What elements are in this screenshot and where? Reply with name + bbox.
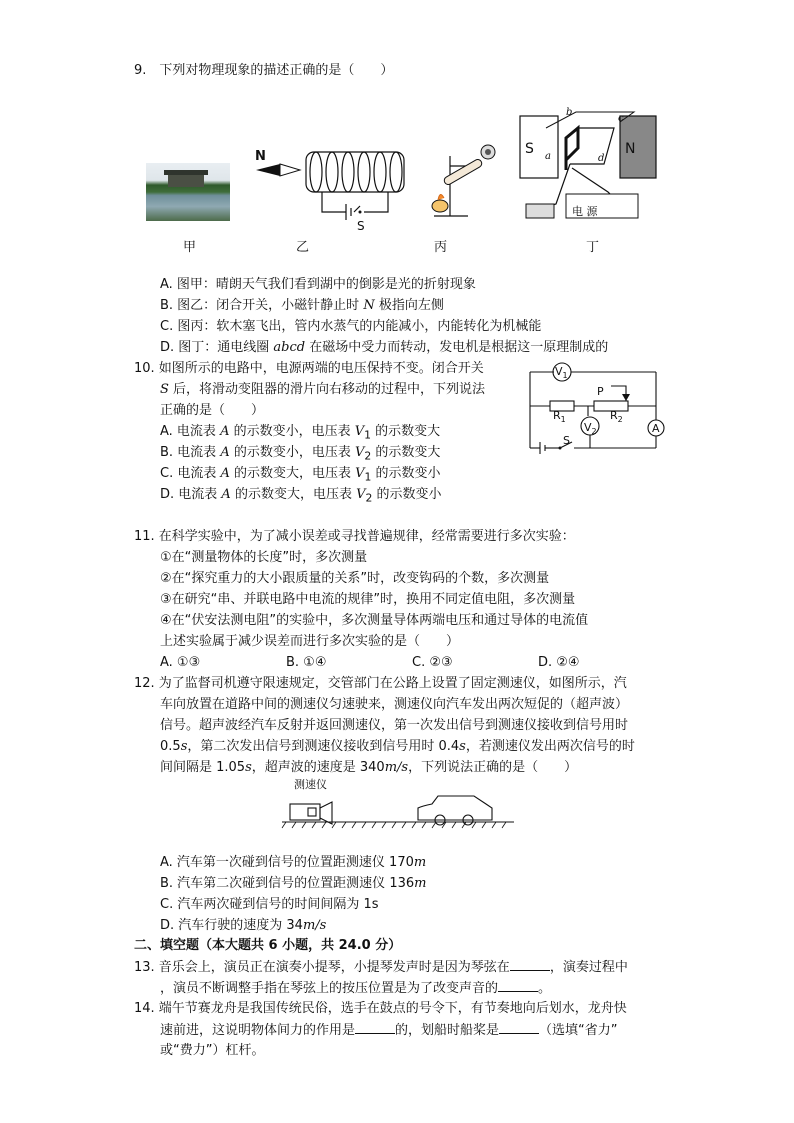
circuit-r2-label: $R_2$: [610, 409, 623, 425]
q9-stem: 9. 下列对物理现象的描述正确的是（ ）: [134, 63, 394, 78]
q12-option-b: B. 汽车第二次碰到信号的位置距测速仪 136m: [160, 876, 427, 891]
q10-option-b: B. 电流表 A 的示数变小，电压表 $V_2$ 的示数变大: [160, 445, 441, 463]
circuit-v1-label: $V_1$: [555, 365, 568, 381]
fig-ding-caption: 丁: [586, 240, 600, 255]
q14-blank-2[interactable]: [499, 1021, 539, 1034]
q11-item-1: ①在“测量物体的长度”时，多次测量: [160, 550, 368, 565]
q13-blank-1[interactable]: [510, 958, 550, 971]
q12-speed-diagram: [282, 790, 518, 832]
circuit-ammeter-label: A: [652, 422, 660, 435]
fig-bing-testtube: [420, 136, 500, 226]
q10-option-c: C. 电流表 A 的示数变大，电压表 $V_1$ 的示数变小: [160, 466, 441, 484]
q13-blank-2[interactable]: [498, 979, 538, 992]
fig-jia-photo: [146, 163, 230, 221]
q10-line2: S 后，将滑动变阻器的滑片向右移动的过程中，下列说法: [160, 382, 486, 397]
fig-ding-d: d: [598, 153, 605, 164]
q12-line4: 0.5s，第二次发出信号到测速仪接收到信号用时 0.4s，若测速仪发出两次信号的时: [160, 739, 635, 754]
q12-line3: 信号。超声波经汽车反射并返回测速仪，第一次发出信号到测速仪接收到信号用时: [160, 718, 629, 733]
q12-option-c: C. 汽车两次碰到信号的时间间隔为 1s: [160, 897, 379, 912]
circuit-p-label: P: [597, 385, 604, 398]
fig-ding-b: b: [566, 107, 573, 118]
q10-option-d: D. 电流表 A 的示数变大，电压表 $V_2$ 的示数变小: [160, 487, 442, 505]
q12-line1: 12. 为了监督司机遵守限速规定，交管部门在公路上设置了固定测速仪，如图所示，汽: [134, 676, 627, 691]
section-2-title: 二、填空题（本大题共 6 小题，共 24.0 分）: [134, 938, 402, 953]
q10-circuit-diagram: [518, 358, 668, 460]
circuit-r1-label: $R_1$: [553, 409, 566, 425]
fig-jia-caption: 甲: [183, 240, 197, 255]
q11-option-c: C. ②③: [412, 655, 453, 670]
q12-line2: 车向放置在道路中间的测速仪匀速驶来，测速仪向汽车发出两次短促的（超声波）: [160, 697, 629, 712]
q9-option-d: D. 图丁：通电线圈 abcd 在磁场中受力而转动，发电机是根据这一原理制成的: [160, 340, 609, 355]
q14-line1: 14. 端午节赛龙舟是我国传统民俗，选手在鼓点的号令下，有节奏地向后划水，龙舟快: [134, 1001, 627, 1016]
q10-line3: 正确的是（ ）: [160, 403, 265, 418]
fig-bing-caption: 丙: [434, 240, 448, 255]
q10-line1: 10. 如图所示的电路中，电源两端的电压保持不变。闭合开关: [134, 361, 484, 376]
q14-blank-1[interactable]: [355, 1021, 395, 1034]
q12-option-a: A. 汽车第一次碰到信号的位置距测速仪 170m: [160, 855, 427, 870]
q9-option-a: A. 图甲：晴朗天气我们看到湖中的倒影是光的折射现象: [160, 277, 476, 292]
q11-option-d: D. ②④: [538, 655, 580, 670]
q14-line2: 速前进，这说明物体间力的作用是 的，划船时船桨是 （选填“省力”: [160, 1023, 618, 1038]
q11-item-4: ④在“伏安法测电阻”的实验中，多次测量导体两端电压和通过导体的电流值: [160, 613, 589, 628]
fig-ding-power-label: 电 源: [572, 205, 598, 218]
fig-yi-switch-label: S: [357, 219, 365, 233]
fig-ding-s-pole: S: [525, 141, 534, 157]
q11-stem: 11. 在科学实验中，为了减小误差或寻找普遍规律，经常需要进行多次实验：: [134, 529, 575, 544]
q9-option-b: B. 图乙：闭合开关，小磁针静止时 N 极指向左侧: [160, 298, 444, 313]
q13-line1: 13. 音乐会上，演员正在演奏小提琴，小提琴发声时是因为琴弦在 ，演奏过程中: [134, 960, 628, 975]
q11-item-2: ②在“探究重力的大小跟质量的关系”时，改变钩码的个数，多次测量: [160, 571, 550, 586]
fig-ding-n-pole: N: [625, 141, 636, 157]
q11-ask: 上述实验属于减少误差而进行多次实验的是（ ）: [160, 634, 460, 649]
q12-option-d: D. 汽车行驶的速度为 34m/s: [160, 918, 327, 933]
circuit-v2-label: $V_2$: [584, 421, 597, 437]
fig-yi-n-label: N: [255, 149, 266, 164]
q12-fig-label: 测速仪: [294, 778, 327, 791]
fig-ding-a: a: [545, 151, 551, 162]
q9-option-c: C. 图丙：软木塞飞出，管内水蒸气的内能减小，内能转化为机械能: [160, 319, 542, 334]
q10-option-a: A. 电流表 A 的示数变小，电压表 $V_1$ 的示数变大: [160, 424, 441, 442]
q13-line2: ，演员不断调整手指在琴弦上的按压位置是为了改变声音的 。: [160, 981, 552, 996]
q12-line5: 间间隔是 1.05s，超声波的速度是 340m/s，下列说法正确的是（ ）: [160, 760, 578, 775]
fig-yi-solenoid: [248, 140, 408, 230]
circuit-switch-label: S: [563, 434, 570, 447]
q11-option-b: B. ①④: [286, 655, 327, 670]
fig-yi-caption: 乙: [296, 240, 310, 255]
q11-option-a: A. ①③: [160, 655, 201, 670]
q11-item-3: ③在研究“串、并联电路中电流的规律”时，换用不同定值电阻，多次测量: [160, 592, 576, 607]
fig-ding-c: c: [618, 113, 624, 124]
q14-line3: 或“费力”）杠杆。: [160, 1043, 265, 1058]
